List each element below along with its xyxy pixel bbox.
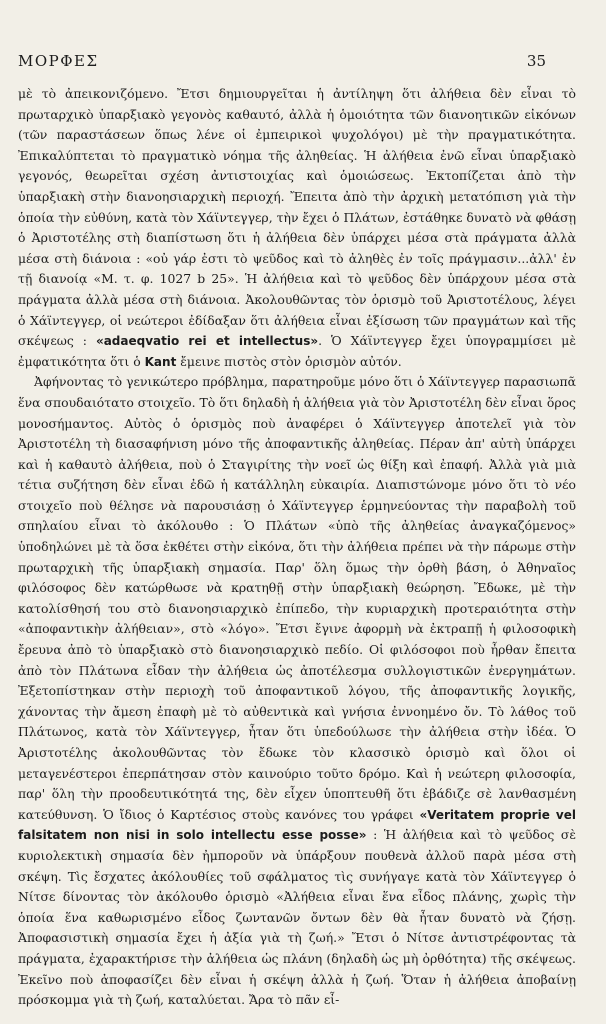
text-segment: . Ὁ Χάϊντεγγερ ἔχει ὑπογραμμίσει μὲ ἐμφατικότητα ὅτι ὁ (18, 333, 576, 369)
running-title: ΜΟΡΦΕΣ (18, 52, 99, 70)
page-number: 35 (526, 52, 546, 70)
latin-quotation: «Veritatem proprie vel falsitatem non nisi in solo intellectu esse posse» (18, 807, 576, 843)
paragraph (18, 84, 576, 372)
text-segment: μὲ τὸ ἀπεικονιζόμενο. Ἔτσι δημιουργεῖται ἡ ἀντίληψη ὅτι ἀλήθεια δὲν εἶναι τὸ πρωταρχικὸ ὑπαρξιακὸ γεγονὸς καθαυτό, ἀλλὰ ἡ ὁμοιότητα τῶν διανοητικῶν εἰκόνων (τῶν παραστάσεων ὅπως λένε οἱ ἐμπειρικοὶ ψυχολόγοι) μὲ τὴν πραγματικότητα. Ἐπικαλύπτεται τὸ πραγματικὸ νόημα τῆς ἀληθείας. Ἡ ἀλήθεια ἐνῶ εἶναι ὑπαρξιακὸ γεγονός, θεωρεῖται σχέση ἀντιστοιχίας καὶ ὁμοιώσεως. Ἐκτοπίζεται ἀπὸ τὴν ὑπαρξιακὴ στὴν διανοησιαρχικὴ περιοχή. Ἔπειτα ἀπὸ τὴν ἀρχικὴ μετατόπιση γιὰ τὴν ὁποία τὴν εὐθύνη, κατὰ τὸν Χάϊντεγγερ, τὴν ἔχει ὁ Πλάτων, ἐστάθηκε δυνατὸ νὰ φθάσῃ ὁ Ἀριστοτέλης στὴ διαπίστωση ὅτι ἡ ἀλήθεια δὲν ὑπάρχει μέσα στὰ πράγματα ἀλλὰ μέσα στὴ διάνοια : «οὐ γάρ ἐστι τὸ ψεῦδος καὶ τὸ ἀληθὲς ἐν τοῖς πράγμασιν...ἀλλ' ἐν τῇ διανοίᾳ «Μ. τ. φ. 1027 b 25». Ἡ ἀλήθεια καὶ τὸ ψεῦδος δὲν ὑπάρχουν μέσα στὰ πράγματα ἀλλὰ μέσα στὴ διάνοια. Ἀκολουθῶντας τὸν ὁρισμὸ τοῦ Ἀριστοτέλους, λέγει ὁ Χάϊντεγγερ, οἱ νεώτεροι ἐδίδαξαν ὅτι ἀλήθεια εἶναι ἐξίσωση τῶν πραγμάτων καὶ τῆς σκέψεως : (18, 86, 576, 349)
running-head (18, 52, 578, 70)
latin-quotation: «adaeqvatio rei et intellectus» (95, 334, 319, 349)
text-segment: : Ἡ ἀλήθεια καὶ τὸ ψεῦδος σὲ κυριολεκτικὴ σημασία δὲν ἠμποροῦν νὰ ὑπάρξουν πουθενὰ ἀλλοῦ παρὰ μέσα στὴ σκέψη. Τὶς ἔσχατες ἀκόλουθίες τοῦ σφάλματος τὶς συνήγαγε κατὰ τὸν Χάϊντεγγερ ὁ Νίτσε δίνοντας τὸν ἀκόλουθο ὁρισμὸ «Ἀλήθεια εἶναι ἕνα εἶδος πλάνης, χωρὶς τὴν ὁποία ἕνα καθωρισμένο εἶδος ζωντανῶν ὄντων δὲν θὰ ἦταν δυνατὸ νὰ ζήσῃ. Ἀποφασιστικὴ σημασία ἔχει ἡ ἀξία γιὰ τὴ ζωή.» Ἔτσι ὁ Νίτσε ἀντιστρέφοντας τὰ πράγματα, ἐχαρακτήρισε τὴν ἀλήθεια ὡς πλάνη (δηλαδὴ ὡς μὴ ὀρθότητα) τῆς σκέψεως. Ἐκεῖνο ποὺ ἀποφασίζει δὲν εἶναι ἡ σκέψη ἀλλὰ ἡ ζωή. Ὅταν ἡ ἀλήθεια ἀποβαίνῃ πρόσκομμα γιὰ τὴ ζωή, καταλύεται. Ἄρα τὸ πᾶν εἶ- (18, 827, 576, 1008)
text-segment: ἔμεινε πιστὸς στὸν ὁρισμὸν αὐτόν. (176, 353, 402, 369)
author-name-kant: Kant (144, 354, 177, 369)
paragraph (18, 372, 576, 1010)
text-segment: Ἀφήνοντας τὸ γενικώτερο πρόβλημα, παρατηροῦμε μόνο ὅτι ὁ Χάϊντεγγερ παρασιωπᾶ ἕνα σπουδαιότατο στοιχεῖο. Τὸ ὅτι δηλαδὴ ἡ ἀλήθεια γιὰ τὸν Ἀριστοτέλη δὲν εἶναι ὅρος μονοσήμαντος. Αὐτὸς ὁ ὁρισμὸς ποὺ ἀναφέρει ὁ Χάϊντεγγερ ἀποτελεῖ γιὰ τὸν Ἀριστοτέλη τὴ διασαφήνιση μόνο τῆς ἀποφαντικῆς ἀληθείας. Πέραν ἀπ' αὐτὴ ὑπάρχει καὶ ἡ καθαυτὸ ἀλήθεια, ποὺ ὁ Σταγιρίτης τὴν νοεῖ ὡς θίξη καὶ ἐπαφή. Ἀλλὰ γιὰ μιὰ τέτια συζήτηση δὲν εἶναι ἐδῶ ἡ κατάλληλη εὐκαιρία. Διαπιστώνομε μόνο ὅτι τὸ νέο στοιχεῖο ποὺ θέλησε νὰ παρουσιάσῃ ὁ Χάϊντεγγερ ἑρμηνεύοντας τὴν παραβολὴ τοῦ σπηλαίου εἶναι τὸ ἀκόλουθο : Ὁ Πλάτων «ὑπὸ τῆς ἀληθείας ἀναγκαζόμενος» ὑποδηλώνει μὲ τὰ ὅσα ἐκθέτει στὴν εἰκόνα, ὅτι τὴν ἀλήθεια πρέπει νὰ τὴν πάρωμε στὴν πρωταρχικὴ τῆς ὑπαρξιακὴ σημασία. Παρ' ὅλη ὅμως τὴν ὀρθὴ βάση, ὁ Ἀθηναῖος φιλόσοφος δὲν κατώρθωσε νὰ κρατηθῇ στὴν ὑπαρξιακὴ θεώρηση. Ἔδωκε, μὲ τὴν κατολίσθησή του στὸ διανοησιαρχικὸ ἐπίπεδο, τὴν κυριαρχικὴ προτεραιότητα στὴν «ἀποφαντικὴν ἀλήθειαν», στὸ «λόγο». Ἔτσι ἔγινε ἀφορμὴ νὰ ἐκτραπῇ ἡ φιλοσοφικὴ ἔρευνα ἀπὸ τὸ ὑπαρξιακὸ στὸ διανοησιαρχικὸ πεδίο. Οἱ φιλόσοφοι ποὺ ἦρθαν ἔπειτα ἀπὸ τὸν Πλάτωνα εἶδαν τὴν ἀλήθεια ὡς ἀποτέλεσμα συλλογιστικῶν ἐνεργημάτων. Ἐξετοπίστηκαν στὴν περιοχὴ τοῦ ἀποφαντικοῦ λόγου, τῆς ἀποφαντικῆς λογικῆς, χάνοντας τὴν ἄμεση ἐπαφὴ μὲ τὸ αὐθεντικὰ καὶ γνήσια ἐννοημένο ὄν. Τὸ λάθος τοῦ Πλάτωνος, κατὰ τὸν Χάϊντεγγερ, ἦταν ὅτι ὑπεδούλωσε τὴν ἀλήθεια στὴν ἰδέα. Ὁ Ἀριστοτέλης ἀκολουθῶντας τὸν ἔδωκε τὸν κλασσικὸ ὁρισμὸ καὶ ὅλοι οἱ μεταγενέστεροι ἐπερπάτησαν στὸν καινούριο τοῦτο δρόμο. Καὶ ἡ νεώτερη φιλοσοφία, παρ' ὅλη τὴν προοδευτικότητά της, δὲν εἶχεν ὑποπτευθῆ ὅτι ἐβάδιζε σὲ λανθασμένη κατεύθυνση. Ὁ ἴδιος ὁ Καρτέσιος στοὺς κανόνες του γράφει (18, 374, 576, 822)
body-text (18, 84, 576, 1011)
